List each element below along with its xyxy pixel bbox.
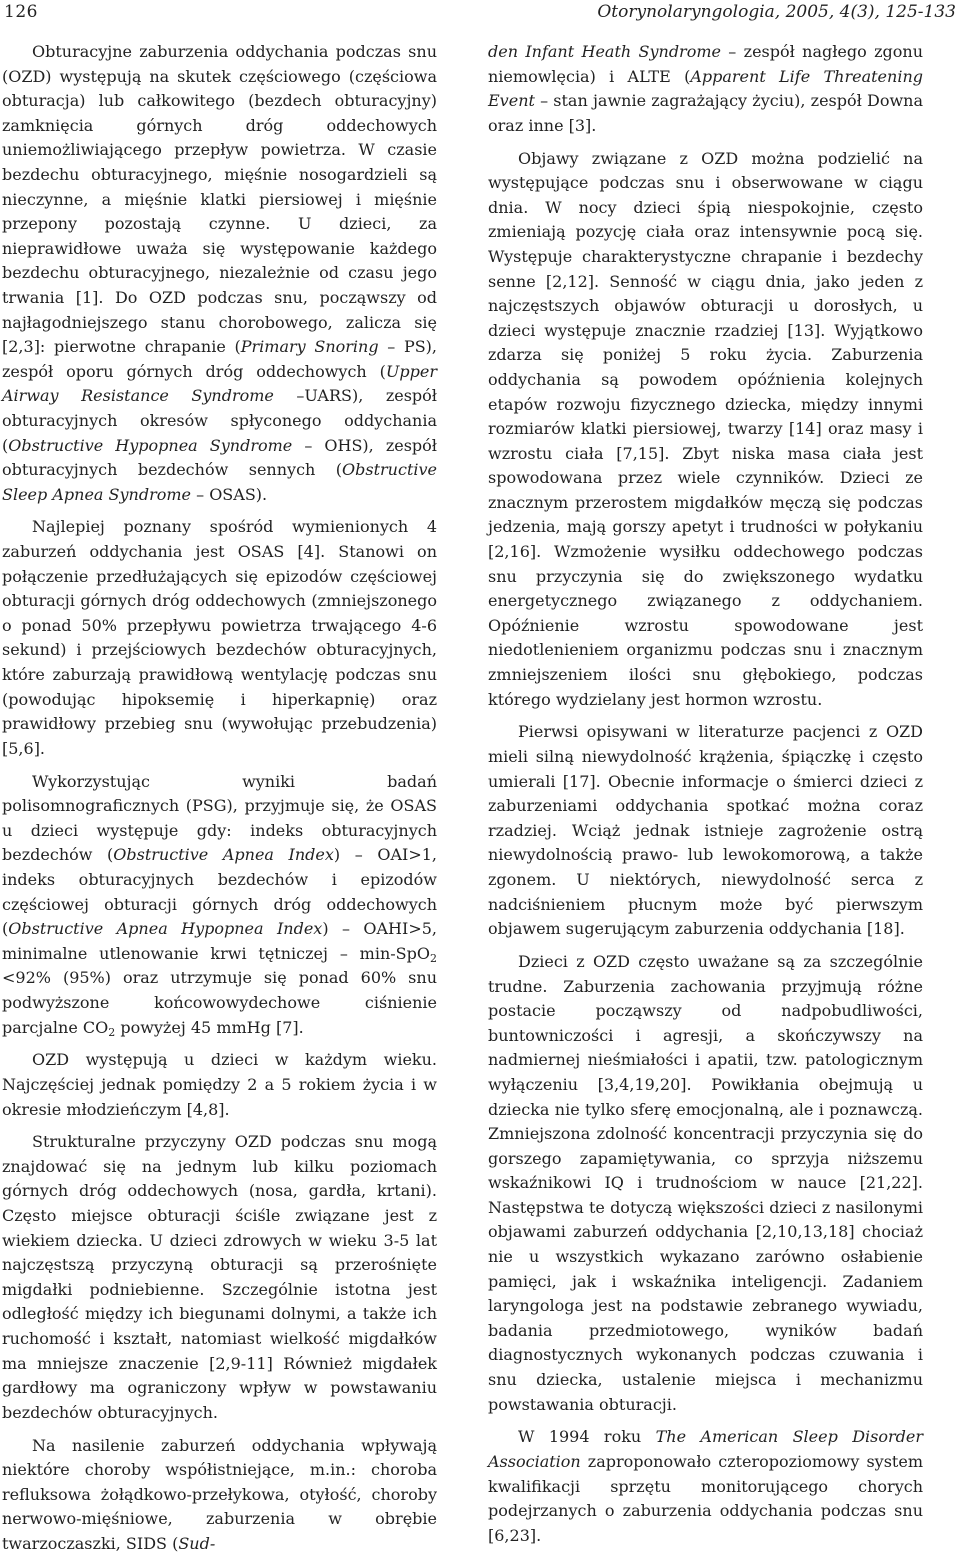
- right-column: [488, 40, 923, 1557]
- paragraph: Strukturalne przyczyny OZD podczas snu mogą znajdować się na jednym lub kilku poziomach górnych dróg oddechowych (nosa, gardła, krtani). Często miejsce obturacji ściśle związane jest z wiekiem dziecka. U dzieci zdrowych w wieku 3-5 lat najczęstszą przyczyną obturacji są przerośnięte migdałki podniebienne. Szczególnie istotna jest odległość między ich biegunami dolnymi, a także ich ruchomość i kształt, natomiast wielkość migdałków ma mniejsze znaczenie [2,9-11] Również migdałek gardłowy ma ograniczony wpływ w powstawaniu bezdechów obturacyjnych.: [2, 1132, 437, 1422]
- paragraph: Wykorzystując wyniki badań polisomnograficznych (PSG), przyjmuje się, że OSAS u dzieci występuje gdy: indeks obturacyjnych bezdechów (Obstructive Apnea Index) – OAI>1, indeks obturacyjnych bezdechów i epizodów częściowej obturacji górnych dróg oddechowych (Obstructive Apnea Hypopnea Index) – OAHI>5, minimalne utlenowanie krwi tętniczej – min-SpO$_2$ <92% (95%) oraz utrzymuje się ponad 60% snu podwyższone końcowowydechowe ciśnienie parcjalne $CO_2$ powyżej 45 mmHg [7].: [2, 771, 437, 1039]
- paragraph: Dzieci z OZD często uważane są za szczególnie trudne. Zaburzenia zachowania przyjmują różne postacie począwszy od nadpobudliwości, buntowniczości i agresji, a skończywszy na nadmiernej nieśmiałości i apatii, tzw. patologicznym wyłączeniu [3,4,19,20]. Powikłania obejmują u dziecka nie tylko sferę emocjonalną, ale i poznawczą. Zmniejszona zdolność koncentracji przyczynia się do gorszego zapamiętywania, co sprzyja niższemu wskaźnikowi IQ i trudnościom w nauce [21,22]. Następstwa te dotyczą większości dzieci z nasilonymi objawami zaburzeń oddychania [2,10,13,18] chociaż nie u wszystkich wykazano zarówno osłabienie pamięci, jak i wskaźnika inteligencji. Zadaniem laryngologa jest na podstawie zebranego wywiadu, badania przedmiotowego, wyników badań diagnostycznych wykonanych podczas czuwania i snu dziecka, ustalenie miejsca i mechanizmu powstawania obturacji.: [488, 951, 923, 1414]
- paragraph: Pierwsi opisywani w literaturze pacjenci z OZD mieli silną niewydolność krążenia, śpiączkę i często umierali [17]. Obecnie informacje o śmierci dzieci z zaburzeniami oddychania spotkać można coraz rzadziej. Wciąż jednak istnieje zagrożenie ostrą niewydolnością prawo- lub lewokomorową, a także zgonem. U niektórych, niewydolność serca z nadciśnieniem płucnym może być pierwszym objawem sugerującym zaburzenia oddychania [18].: [488, 722, 923, 939]
- journal-citation: Otorynolaryngologia, 2005, 4(3), 125-133: [597, 2, 956, 22]
- paragraph: Objawy związane z OZD można podzielić na występujące podczas snu i obserwowane w ciągu dnia. W nocy dzieci śpią niespokojnie, często zmieniają pozycję ciała oraz intensywnie pocą się. Występuje charakterystyczne chrapanie i bezdechy senne [2,12]. Senność w ciągu dnia, jako jeden z najczęstszych objawów obturacji u dorosłych, u dzieci występuje znacznie rzadziej [13]. Wyjątkowo zdarza się poniżej 5 roku życia. Zaburzenia oddychania są powodem opóźnienia kolejnych etapów rozwoju fizycznego dziecka, między innymi rozmiarów klatki piersiowej, twarzy [14] oraz masy i wzrostu ciała [7,15]. Zbyt niska masa ciała jest spowodowana przez wiele czynników. Dzieci ze znacznym przerostem migdałków męczą się podczas jedzenia, mają gorszy apetyt i trudności w połykaniu [2,16]. Wzmożenie wysiłku oddechowego podczas snu przyczynia się do zwiększonego wydatku energetycznego związanego z oddychaniem. Opóźnienie wzrostu spowodowane jest niedotlenieniem organizmu podczas snu i znacznym zmniejszeniem ilości snu głębokiego, podczas którego wydzielany jest hormon wzrostu.: [488, 148, 923, 709]
- paragraph: den Infant Heath Syndrome – zespół nagłego zgonu niemowlęcia) i ALTE (Apparent Life Threatening Event – stan jawnie zagrażający życiu), zespół Downa oraz inne [3].: [488, 42, 923, 135]
- paragraph: W 1994 roku The American Sleep Disorder Association zaproponowało czteropoziomowy system kwalifikacji sprzętu monitorującego chorych podejrzanych o zaburzenia oddychania podczas snu [6,23].: [488, 1427, 923, 1545]
- paragraph: Obturacyjne zaburzenia oddychania podczas snu (OZD) występują na skutek częściowego (częściowa obturacja) lub całkowitego (bezdech obturacyjny) zamknięcia górnych dróg oddechowych uniemożliwiającego przepływ powietrza. W czasie bezdechu obturacyjnego, mięśnie nosogardzieli są nieczynne, a mięśnie klatki piersiowej i mięśnie przepony pozostają czynne. U dzieci, za nieprawidłowe uważa się występowanie każdego bezdechu obturacyjnego, niezależnie od czasu jego trwania [1]. Do OZD podczas snu, począwszy od najłagodniejszego stanu chorobowego, zalicza się [2,3]: pierwotne chrapanie (Primary Snoring – PS), zespół oporu górnych dróg oddechowych (Upper Airway Resistance Syndrome –UARS), zespół obturacyjnych okresów spłyconego oddychania (Obstructive Hypopnea Syndrome – OHS), zespół obturacyjnych bezdechów sennych (Obstructive Sleep Apnea Syndrome – OSAS).: [2, 42, 437, 504]
- left-column: [2, 40, 437, 1565]
- paragraph: Na nasilenie zaburzeń oddychania wpływają niektóre choroby współistniejące, m.in.: choroba refluksowa żołądkowo-przełykowa, otyłość, choroby nerwowo-mięśniowe, zaburzenia w obrębie twarzoczaszki, SIDS (Sud-: [2, 1435, 437, 1553]
- paragraph: OZD występują u dzieci w każdym wieku. Najczęściej jednak pomiędzy 2 a 5 rokiem życia i w okresie młodzieńczym [4,8].: [2, 1050, 437, 1119]
- page-number: 126: [4, 2, 38, 22]
- paragraph: Najlepiej poznany spośród wymienionych 4 zaburzeń oddychania jest OSAS [4]. Stanowi on połączenie przedłużających się epizodów częściowej obturacji górnych dróg oddechowych (zmniejszonego o ponad 50% przepływu powietrza trwającego 4-6 sekund) i przejściowych bezdechów obturacyjnych, które zaburzają prawidłową wentylację podczas snu (powodując hipoksemię i hiperkapnię) oraz prawidłowy przebieg snu (wywołując przebudzenia) [5,6].: [2, 517, 437, 758]
